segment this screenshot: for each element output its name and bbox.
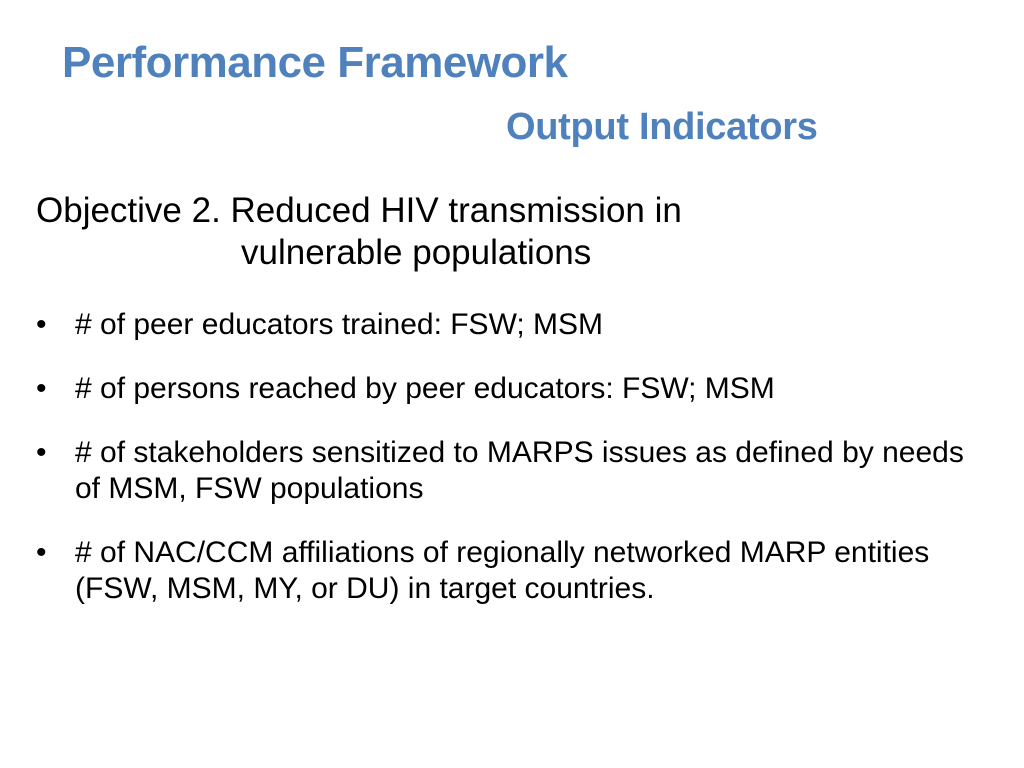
list-item-text: # of stakeholders sensitized to MARPS issues as defined by needs of MSM, FSW populations	[75, 436, 964, 505]
indicator-list	[36, 307, 996, 635]
list-item-text: # of peer educators trained: FSW; MSM	[75, 308, 604, 341]
objective-line-1: Objective 2. Reduced HIV transmission in	[36, 191, 682, 230]
objective-line-2: vulnerable populations	[241, 233, 592, 272]
list-item-text: # of NAC/CCM affiliations of regionally networked MARP entities (FSW, MSM, MY, or DU) in target countries.	[75, 536, 930, 605]
bullet-icon: •	[36, 436, 47, 469]
bullet-icon: •	[36, 372, 47, 405]
objective-heading	[36, 190, 682, 274]
slide-subtitle: Output Indicators	[506, 106, 818, 148]
bullet-icon: •	[36, 308, 47, 341]
list-item	[36, 535, 996, 607]
list-item	[36, 307, 996, 343]
list-item-text: # of persons reached by peer educators: FSW; MSM	[75, 372, 775, 405]
slide-title: Performance Framework	[62, 38, 568, 87]
list-item	[36, 371, 996, 407]
list-item	[36, 435, 996, 507]
bullet-icon: •	[36, 536, 47, 569]
